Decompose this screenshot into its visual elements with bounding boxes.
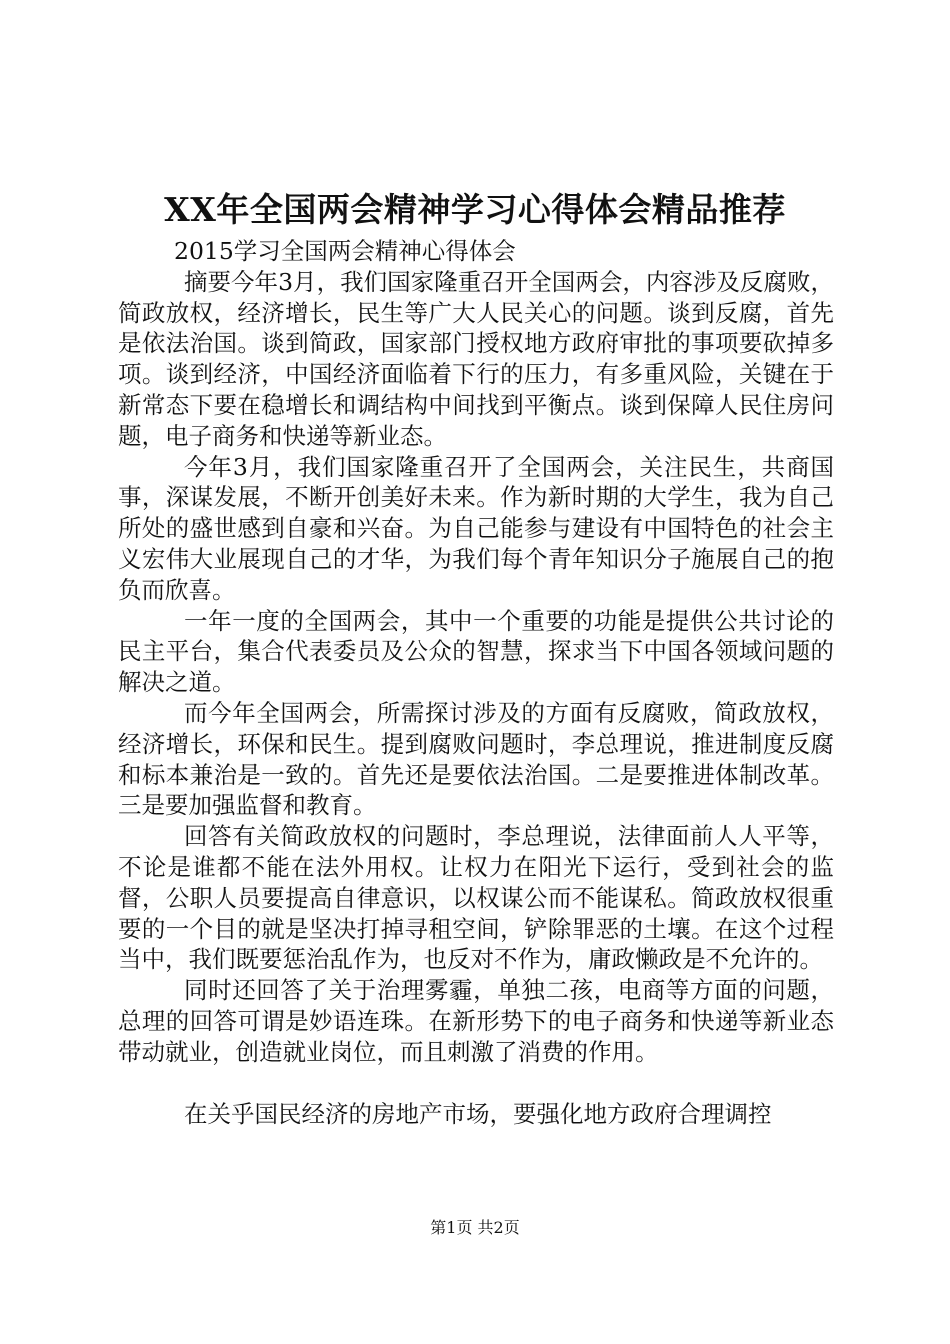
paragraph: 一年一度的全国两会，其中一个重要的功能是提供公共讨论的民主平台，集合代表委员及公众的智慧，探求当下中国各领域问题的解决之道。 [118, 606, 834, 697]
paragraph: 同时还回答了关于治理雾霾，单独二孩，电商等方面的问题，总理的回答可谓是妙语连珠。在新形势下的电子商务和快递等新业态带动就业，创造就业岗位，而且刺激了消费的作用。 [118, 976, 834, 1066]
page-footer: 第1页 共2页 [430, 1218, 520, 1237]
paragraph-abstract: 摘要今年3月，我们国家隆重召开全国两会，内容涉及反腐败，简政放权，经济增长，民生等广大人民关心的问题。谈到反腐，首先是依法治国。谈到简政，国家部门授权地方政府审批的事项要砍掉多项。谈到经济，中国经济面临着下行的压力，有多重风险，关键在于新常态下要在稳增长和调结构中间找到平衡点。谈到保障人民住房问题，电子商务和快递等新业态。 [118, 267, 834, 450]
document-body [118, 236, 834, 1129]
paragraph: 而今年全国两会，所需探讨涉及的方面有反腐败，简政放权，经济增长，环保和民生。提到腐败问题时，李总理说，推进制度反腐和标本兼治是一致的。首先还是要依法治国。二是要推进体制改革。三是要加强监督和教育。 [118, 698, 834, 820]
paragraph: 今年3月，我们国家隆重召开了全国两会，关注民生，共商国事，深谋发展，不断开创美好未来。作为新时期的大学生，我为自己所处的盛世感到自豪和兴奋。为自己能参与建设有中国特色的社会主义宏伟大业展现自己的才华，为我们每个青年知识分子施展自己的抱负而欣喜。 [118, 452, 834, 604]
document-title: XX年全国两会精神学习心得体会精品推荐 [164, 190, 786, 229]
document-subtitle: 2015学习全国两会精神心得体会 [174, 237, 516, 265]
paragraph: 在关乎国民经济的房地产市场，要强化地方政府合理调控 [184, 1099, 772, 1128]
paragraph: 回答有关简政放权的问题时，李总理说，法律面前人人平等，不论是谁都不能在法外用权。让权力在阳光下运行，受到社会的监督，公职人员要提高自律意识，以权谋公而不能谋私。简政放权很重要的一个目的就是坚决打掉寻租空间，铲除罪恶的土壤。在这个过程当中，我们既要惩治乱作为，也反对不作为，庸政懒政是不允许的。 [118, 822, 834, 974]
